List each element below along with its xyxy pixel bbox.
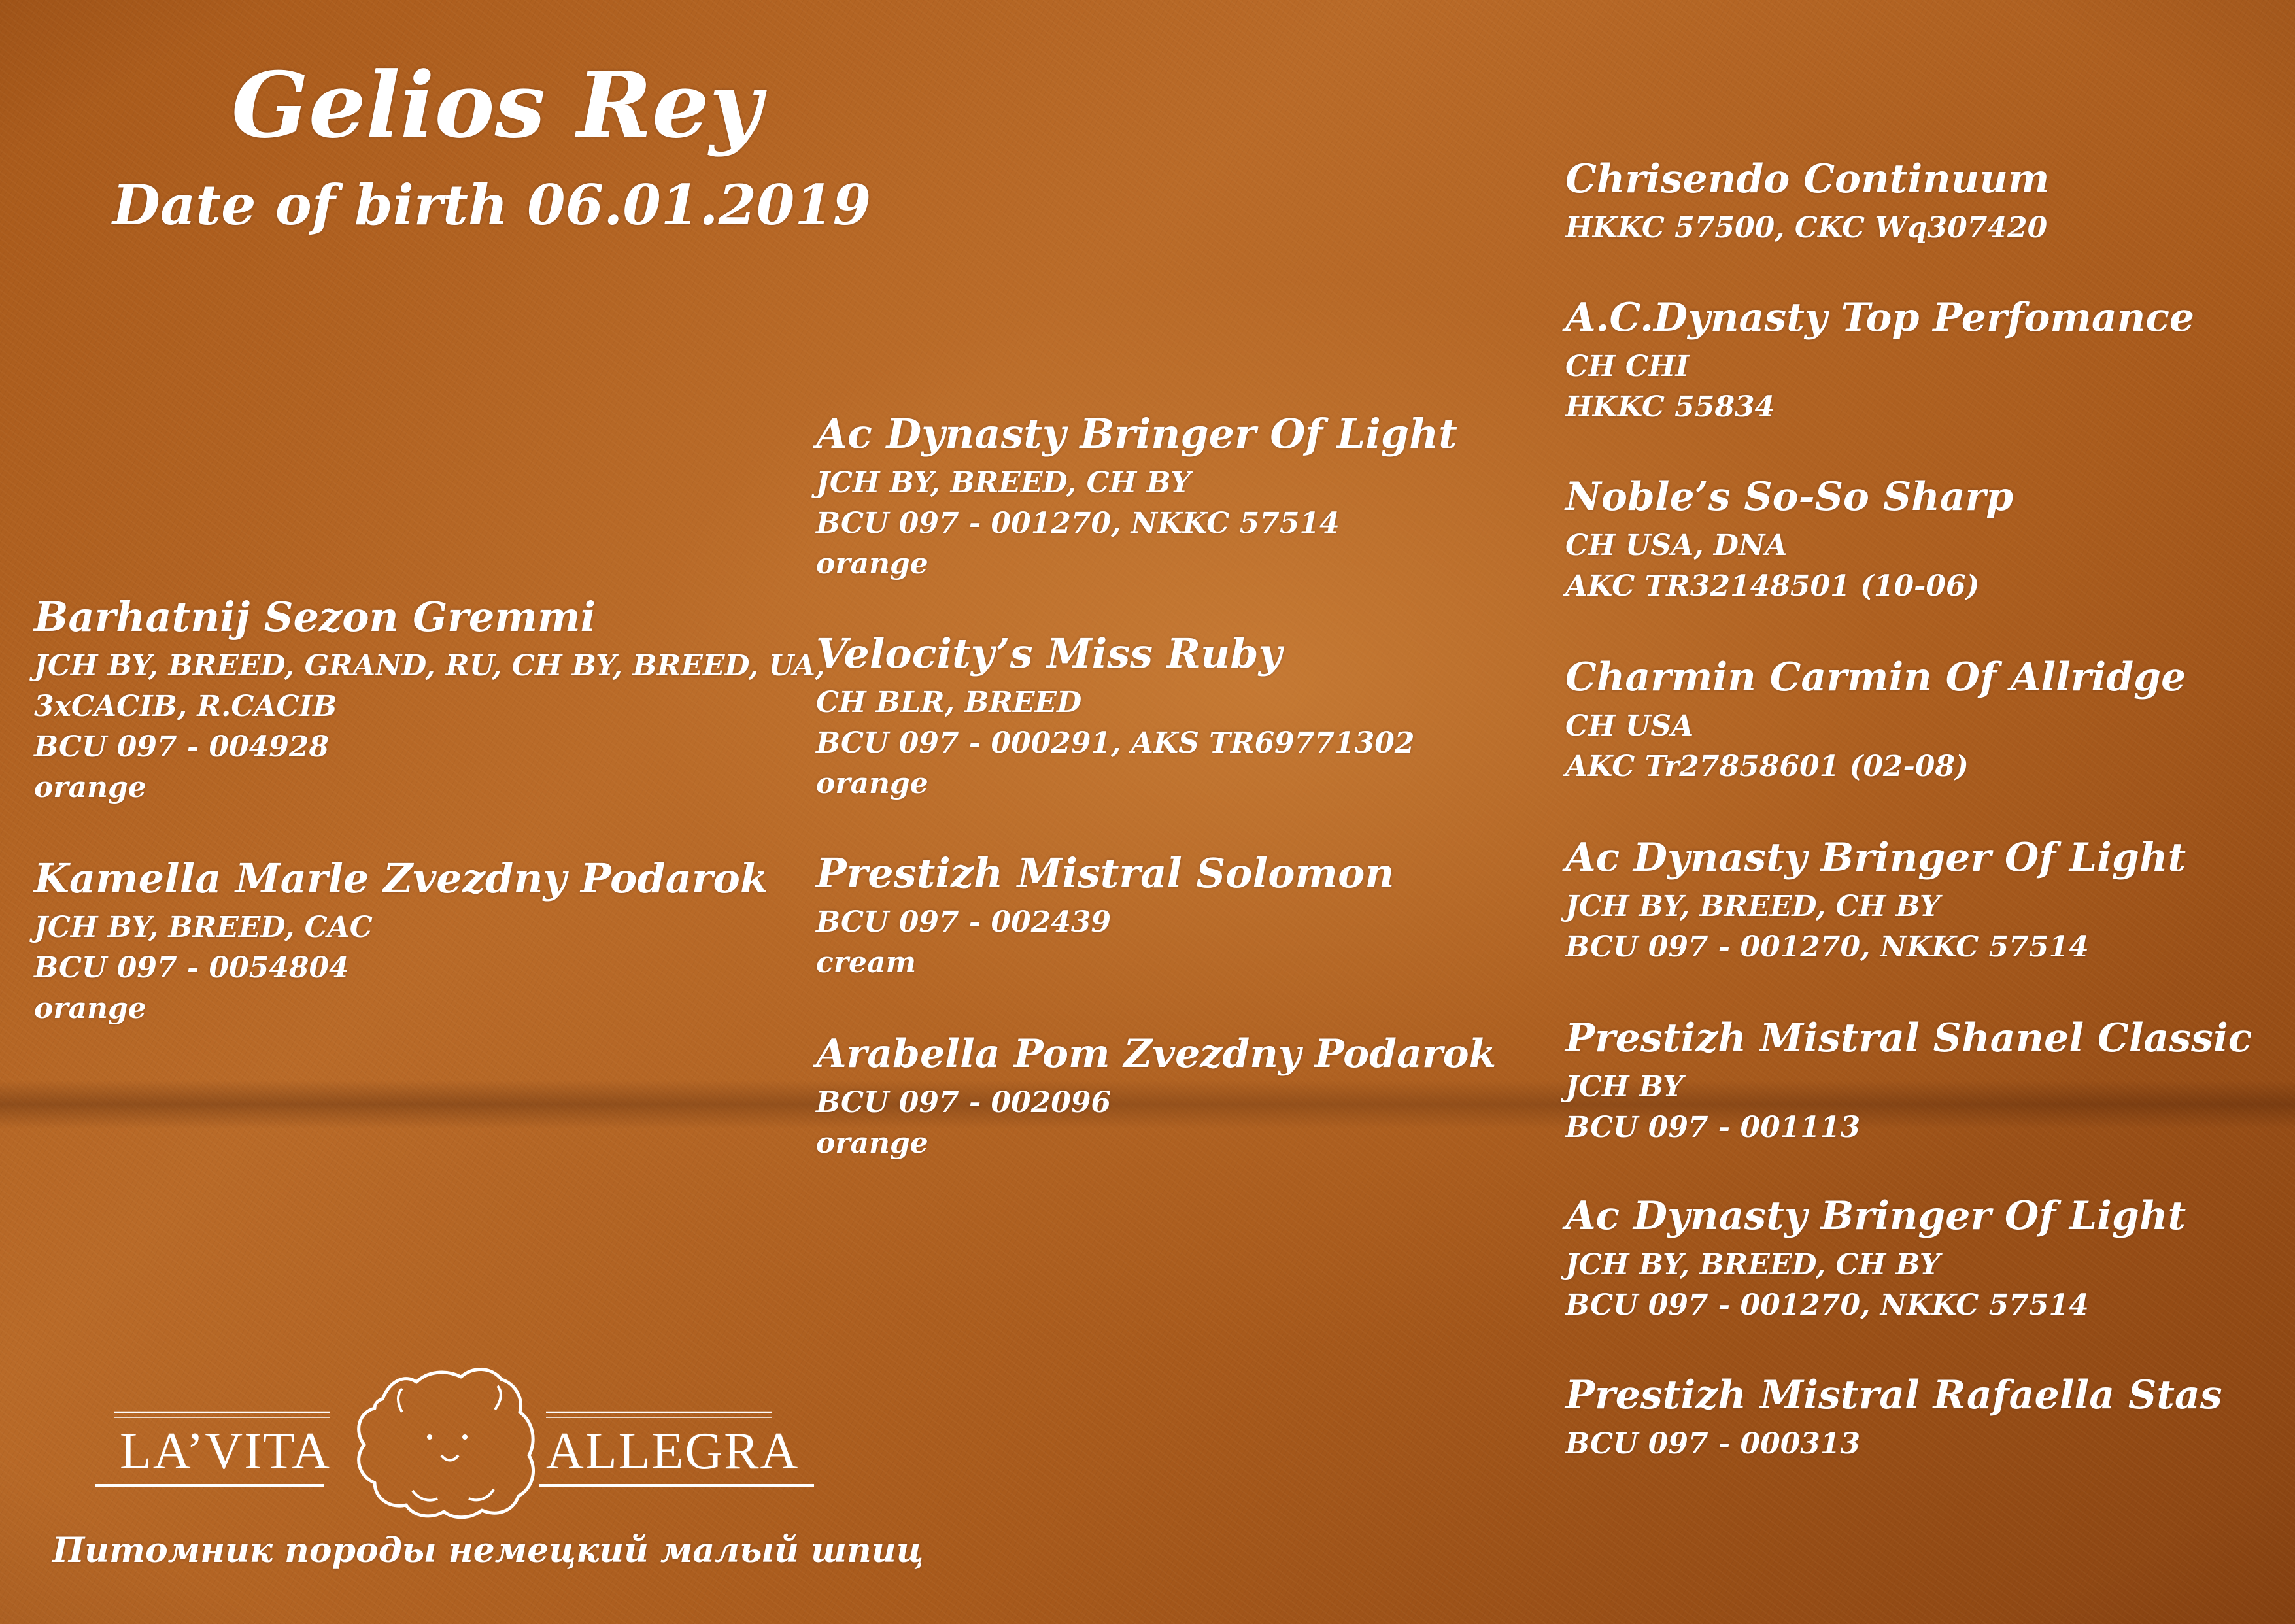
birth-date: Date of birth 06.01.2019 (112, 173, 872, 237)
great-grandparent-entry (1565, 1187, 2186, 1326)
great-grandparent-name: Prestizh Mistral Shanel Classic (1565, 1015, 2252, 1061)
grandparent-registration: BCU 097 - 002096 (816, 1086, 1112, 1119)
great-grandparent-entry (1565, 829, 2186, 968)
grandparent-name: Arabella Pom Zvezdny Podarok (816, 1031, 1497, 1077)
grandparent-name: Velocity’s Miss Ruby (816, 630, 1282, 677)
grandparent-registration: BCU 097 - 000291, AKS TR69771302 (816, 726, 1415, 760)
great-grandparent-name: Charmin Carmin Of Allridge (1565, 654, 2186, 700)
great-grandparent-registration: HKKC 55834 (1565, 390, 1775, 424)
kennel-subtitle: Питомник породы немецкий малый шпиц (52, 1531, 924, 1570)
great-grandparent-entry (1565, 1009, 2252, 1148)
grandparent-titles: JCH BY, BREED, CH BY (816, 466, 1191, 499)
great-grandparent-entry (1565, 468, 2013, 607)
grandparent-titles: CH BLR, BREED (816, 686, 1082, 719)
dam-color: orange (34, 992, 146, 1025)
great-grandparent-name: Prestizh Mistral Rafaella Stas (1565, 1372, 2222, 1418)
great-grandparent-entry (1565, 150, 2049, 248)
dam-entry (34, 850, 768, 1029)
great-grandparent-registration: AKC Tr27858601 (02-08) (1565, 750, 1969, 783)
dam-registration: BCU 097 - 0054804 (34, 951, 349, 985)
great-grandparent-name: Chrisendo Continuum (1565, 156, 2050, 202)
logo-left-text: LA’VITA (120, 1423, 332, 1480)
kennel-logo (95, 1360, 814, 1530)
great-grandparent-entry (1565, 289, 2194, 428)
grandparent-name: Prestizh Mistral Solomon (816, 849, 1395, 897)
great-grandparent-name: Ac Dynasty Bringer Of Light (1565, 1193, 2186, 1239)
sire-color: orange (34, 771, 146, 804)
grandparent-name: Ac Dynasty Bringer Of Light (816, 410, 1457, 458)
grandparent-color: orange (816, 547, 928, 581)
sire-titles: JCH BY, BREED, GRAND, RU, CH BY, BREED, UA, (34, 649, 826, 683)
great-grandparent-titles: CH CHI (1565, 350, 1690, 383)
grandparent-entry (816, 1025, 1496, 1164)
grandparent-registration: BCU 097 - 002439 (816, 905, 1112, 939)
grandparent-registration: BCU 097 - 001270, NKKC 57514 (816, 507, 1340, 540)
great-grandparent-titles: CH USA (1565, 709, 1694, 743)
dog-name-title: Gelios Rey (231, 52, 762, 158)
dam-name: Kamella Marle Zvezdny Podarok (34, 854, 768, 902)
great-grandparent-registration: AKC TR32148501 (10-06) (1565, 569, 1980, 603)
great-grandparent-entry (1565, 1366, 2222, 1464)
sire-titles-cont: 3xCACIB, R.CACIB (34, 690, 337, 723)
sire-entry (34, 588, 825, 808)
sire-name: Barhatnij Sezon Gremmi (34, 593, 596, 641)
great-grandparent-entry (1565, 649, 2186, 787)
great-grandparent-registration: HKKC 57500, CKC Wq307420 (1565, 211, 2048, 245)
great-grandparent-registration: BCU 097 - 001270, NKKC 57514 (1565, 930, 2089, 964)
great-grandparent-titles: CH USA, DNA (1565, 529, 1788, 562)
great-grandparent-name: Noble’s So-So Sharp (1565, 474, 2014, 520)
grandparent-color: orange (816, 1126, 928, 1160)
great-grandparent-registration: BCU 097 - 001270, NKKC 57514 (1565, 1289, 2089, 1322)
grandparent-entry (816, 405, 1457, 584)
great-grandparent-name: Ac Dynasty Bringer Of Light (1565, 835, 2186, 881)
grandparent-entry (816, 845, 1394, 983)
great-grandparent-name: A.C.Dynasty Top Perfomance (1565, 295, 2195, 341)
grandparent-color: orange (816, 767, 928, 800)
great-grandparent-registration: BCU 097 - 000313 (1565, 1427, 1861, 1461)
logo-right-text: ALLEGRA (546, 1423, 800, 1480)
grandparent-entry (816, 625, 1415, 804)
grandparent-color: cream (816, 946, 917, 979)
sire-registration: BCU 097 - 004928 (34, 730, 330, 764)
great-grandparent-titles: JCH BY (1565, 1070, 1684, 1104)
dam-titles: JCH BY, BREED, CAC (34, 911, 373, 944)
great-grandparent-titles: JCH BY, BREED, CH BY (1565, 1248, 1941, 1281)
great-grandparent-registration: BCU 097 - 001113 (1565, 1111, 1861, 1144)
great-grandparent-titles: JCH BY, BREED, CH BY (1565, 890, 1941, 923)
